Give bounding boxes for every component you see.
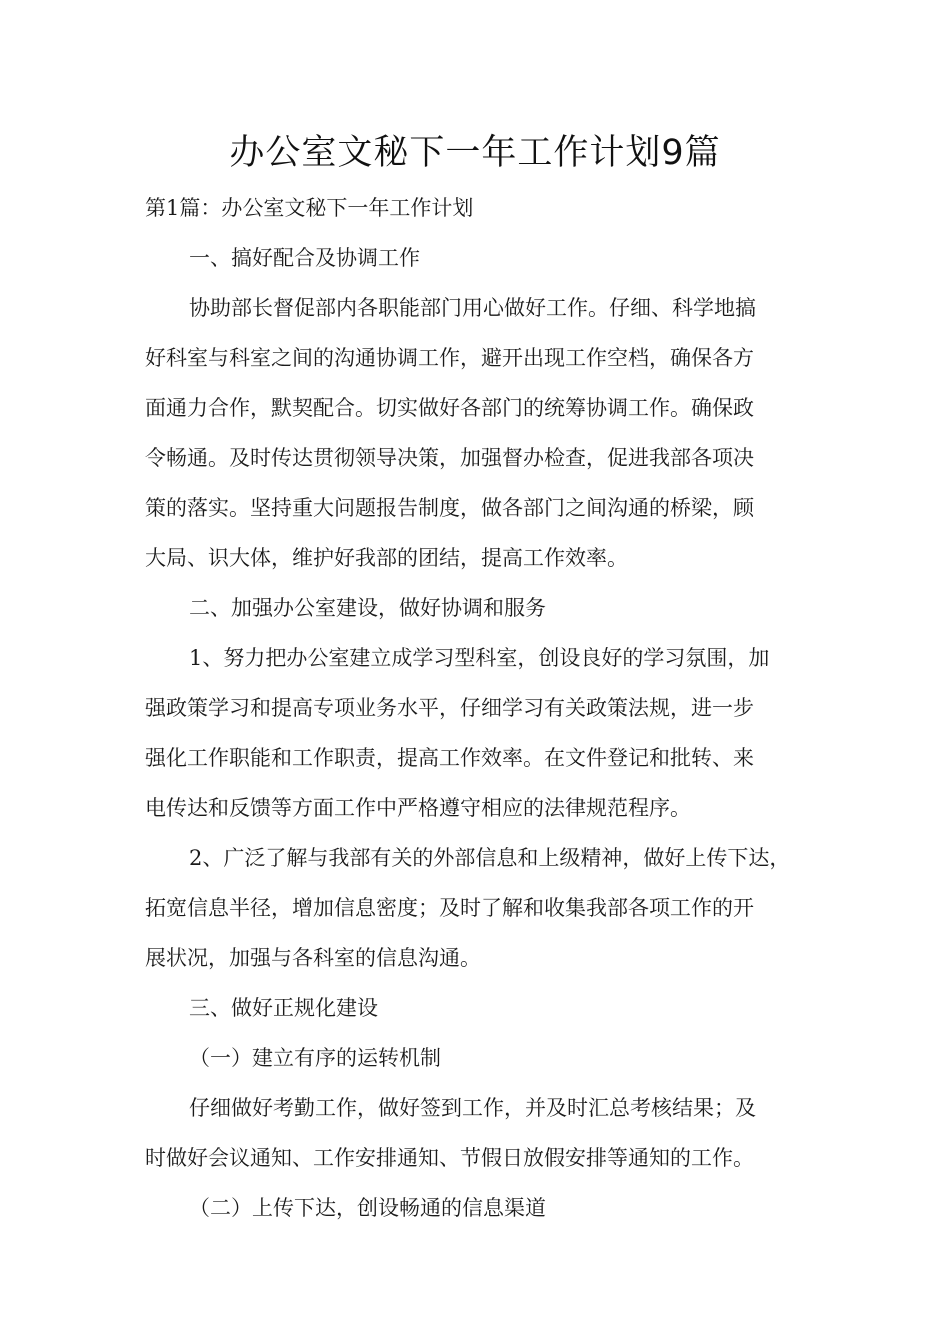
text-line: 二、加强办公室建设，做好协调和服务 [189, 596, 546, 620]
text-line: 展状况，加强与各科室的信息沟通。 [145, 946, 481, 970]
text-line: （二）上传下达，创设畅通的信息渠道 [189, 1196, 546, 1220]
text-line: 电传达和反馈等方面工作中严格遵守相应的法律规范程序。 [145, 796, 691, 820]
document-body [145, 183, 825, 1233]
section-heading: 第1篇：办公室文秘下一年工作计划 [145, 196, 474, 220]
body-lines [145, 233, 825, 1233]
text-line: 面通力合作，默契配合。切实做好各部门的统筹协调工作。确保政 [145, 396, 754, 420]
document-title: 办公室文秘下一年工作计划9篇 [229, 133, 721, 173]
text-line: 令畅通。及时传达贯彻领导决策，加强督办检查，促进我部各项决 [145, 446, 754, 470]
text-line: 时做好会议通知、工作安排通知、节假日放假安排等通知的工作。 [145, 1146, 754, 1170]
text-line: 强政策学习和提高专项业务水平，仔细学习有关政策法规，进一步 [145, 696, 754, 720]
text-line: 一、搞好配合及协调工作 [189, 246, 420, 270]
text-line: 2、广泛了解与我部有关的外部信息和上级精神，做好上传下达， [189, 846, 791, 870]
text-line: 仔细做好考勤工作，做好签到工作，并及时汇总考核结果；及 [189, 1096, 756, 1120]
text-line: 拓宽信息半径，增加信息密度；及时了解和收集我部各项工作的开 [145, 896, 754, 920]
text-line: 大局、识大体，维护好我部的团结，提高工作效率。 [145, 546, 628, 570]
text-line: 强化工作职能和工作职责，提高工作效率。在文件登记和批转、来 [145, 746, 754, 770]
text-line: 三、做好正规化建设 [189, 996, 378, 1020]
text-line: 1、努力把办公室建立成学习型科室，创设良好的学习氛围，加 [189, 646, 770, 670]
text-line: 策的落实。坚持重大问题报告制度，做各部门之间沟通的桥梁，顾 [145, 496, 754, 520]
text-line: （一）建立有序的运转机制 [189, 1046, 441, 1070]
text-line: 协助部长督促部内各职能部门用心做好工作。仔细、科学地搞 [189, 296, 756, 320]
text-line: 好科室与科室之间的沟通协调工作，避开出现工作空档，确保各方 [145, 346, 754, 370]
